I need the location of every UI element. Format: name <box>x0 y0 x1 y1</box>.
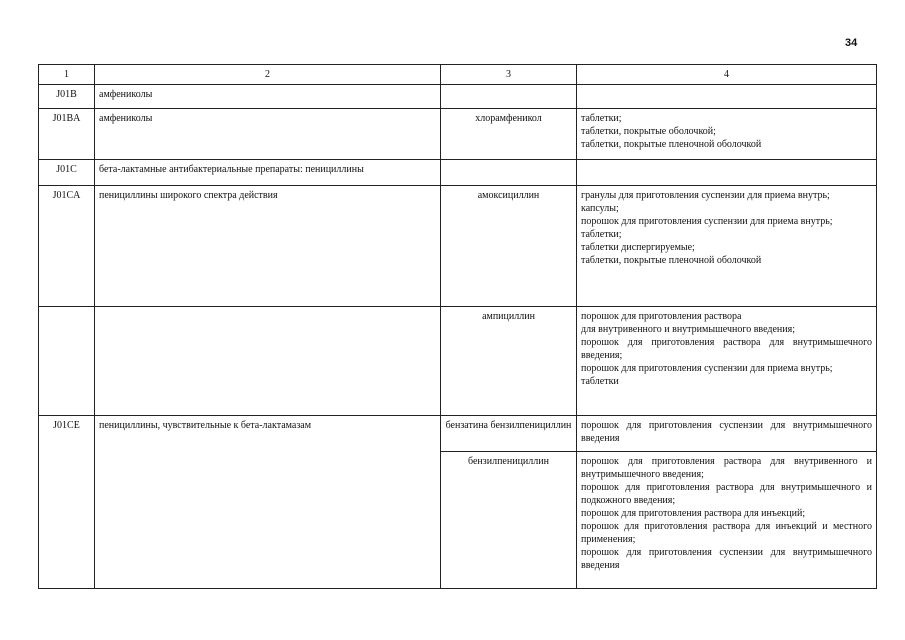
dosage-form: таблетки, покрытые пленочной оболочкой <box>581 139 762 150</box>
dosage-form: таблетки, покрытые пленочной оболочкой <box>581 255 762 266</box>
dosage-form: таблетки диспергируемые; <box>581 242 695 253</box>
group-name <box>95 307 441 416</box>
dosage-form: порошок для приготовления раствора для инъекций; <box>581 508 806 519</box>
atc-code: J01BA <box>39 109 95 160</box>
dosage-form: таблетки; <box>581 229 622 240</box>
dosage-form: порошок для приготовления раствора для внутривенного и внутримышечного введения; <box>581 456 872 480</box>
dosage-form: порошок для приготовления суспензии для приема внутрь; <box>581 363 833 374</box>
header-cell: 2 <box>95 65 441 85</box>
dosage-form: таблетки <box>581 376 619 387</box>
page-number: 34 <box>845 37 858 49</box>
group-name: бета-лактамные антибактериальные препараты: пенициллины <box>95 160 441 186</box>
dosage-forms <box>577 452 877 589</box>
table-header-row <box>39 65 877 85</box>
dosage-form: для внутривенного и внутримышечного введения; <box>581 324 795 335</box>
group-name: амфениколы <box>95 109 441 160</box>
dosage-forms <box>577 160 877 186</box>
dosage-form: гранулы для приготовления суспензии для приема внутрь; <box>581 190 830 201</box>
group-name: пенициллины, чувствительные к бета-лактамазам <box>95 416 441 589</box>
drug-name: амоксициллин <box>441 186 577 307</box>
group-name: амфениколы <box>95 85 441 109</box>
dosage-form: капсулы; <box>581 203 619 214</box>
atc-code: J01CA <box>39 186 95 307</box>
dosage-forms <box>577 186 877 307</box>
drug-table <box>38 64 877 589</box>
table-row <box>39 307 877 416</box>
dosage-form: таблетки; <box>581 113 622 124</box>
dosage-forms <box>577 416 877 452</box>
atc-code: J01C <box>39 160 95 186</box>
dosage-form: порошок для приготовления суспензии для внутримышечного введения <box>581 547 872 571</box>
dosage-form: порошок для приготовления суспензии для приема внутрь; <box>581 216 833 227</box>
dosage-form: порошок для приготовления суспензии для внутримышечного введения <box>581 420 872 444</box>
drug-name: бензатина бензилпенициллин <box>441 416 577 452</box>
dosage-form: таблетки, покрытые оболочкой; <box>581 126 716 137</box>
dosage-forms <box>577 85 877 109</box>
atc-code: J01CE <box>39 416 95 589</box>
group-name: пенициллины широкого спектра действия <box>95 186 441 307</box>
dosage-forms <box>577 307 877 416</box>
header-cell: 1 <box>39 65 95 85</box>
table-row <box>39 85 877 109</box>
atc-code <box>39 307 95 416</box>
drug-name <box>441 85 577 109</box>
atc-code: J01B <box>39 85 95 109</box>
table-row <box>39 416 877 452</box>
drug-name: хлорамфеникол <box>441 109 577 160</box>
header-cell: 4 <box>577 65 877 85</box>
dosage-form: порошок для приготовления раствора для инъекций и местного применения; <box>581 521 872 545</box>
dosage-form: порошок для приготовления раствора для внутримышечного и подкожного введения; <box>581 482 872 506</box>
dosage-forms <box>577 109 877 160</box>
drug-name: бензилпенициллин <box>441 452 577 589</box>
dosage-form: порошок для приготовления раствора для внутримышечного введения; <box>581 337 872 361</box>
table-row <box>39 160 877 186</box>
table-row <box>39 109 877 160</box>
drug-name: ампициллин <box>441 307 577 416</box>
header-cell: 3 <box>441 65 577 85</box>
drug-name <box>441 160 577 186</box>
dosage-form: порошок для приготовления раствора <box>581 311 742 322</box>
table-row <box>39 186 877 307</box>
